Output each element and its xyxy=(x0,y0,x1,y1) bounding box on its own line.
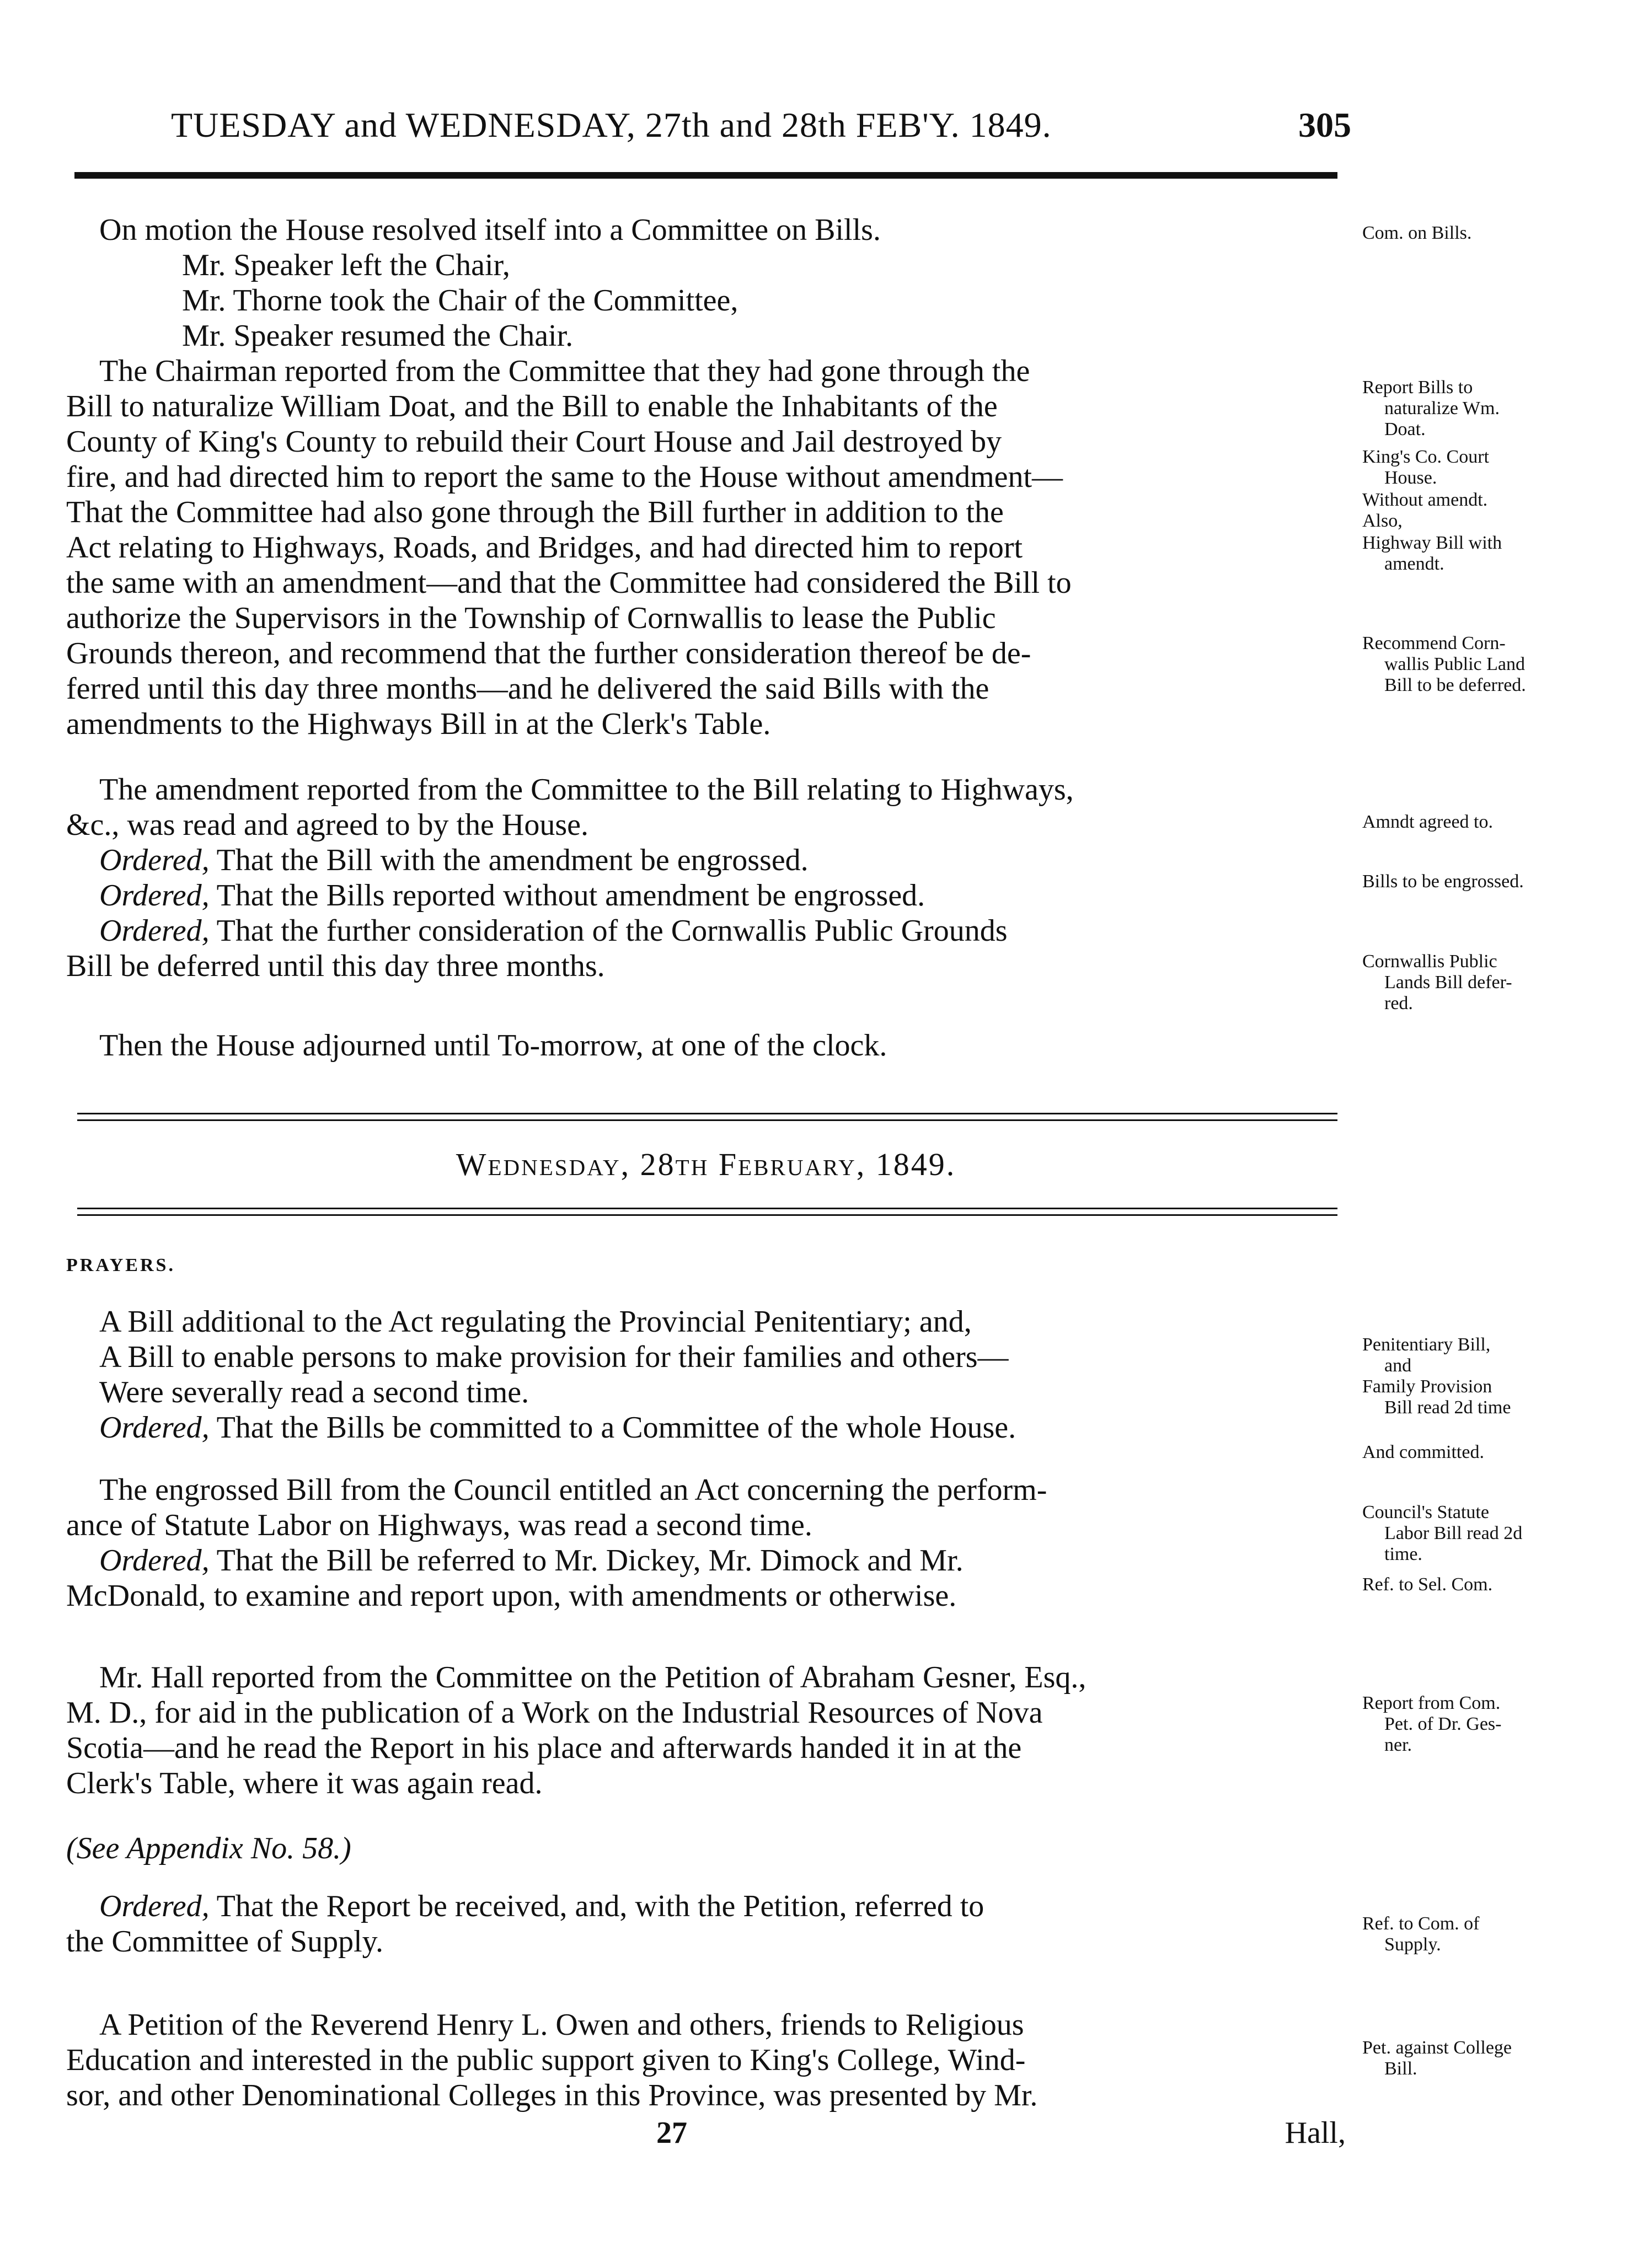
running-title: TUESDAY and WEDNESDAY, 27th and 28th FEB'Y. 1849. xyxy=(171,105,1052,144)
paragraph-owen-petition: A Petition of the Reverend Henry L. Owen and others, friends to Religious Education and interested in the public support given to King's College, Wind- sor, and other Denominational Colleges in this Province, was presented by Mr. xyxy=(66,2008,1038,2112)
paragraph-chairman-report: The Chairman reported from the Committee that they had gone through the Bill to naturalize William Doat, and the Bill to enable the Inhabitants of the County of King's County to rebuild their Court House and Jail destroyed by fire, and had directed him to report the same to the House without amendment— That the Committee had also gone through the Bill further in addition to the Act relating to Highways, Roads, and Bridges, and had directed him to report the same with an amendment—and that the Committee had considered the Bill to authorize the Supervisors in the Township of Cornwallis to lease the Public Grounds thereon, and recommend that the further consideration thereof be de- ferred until this day three months—and he delivered the said Bills with the amendments to the Highways Bill in at the Clerk's Table. xyxy=(66,354,1072,741)
margin-note: Report from Com. Pet. of Dr. Ges- ner. xyxy=(1362,1693,1502,1755)
paragraph-statute-labor: The engrossed Bill from the Council entitled an Act concerning the perform- ance of Statute Labor on Highways, was read a second time. Ordered, That the Bill be referred to Mr. Dickey, Mr. Dimock and Mr. McDonald, to examine and report upon, with amendments or otherwise. xyxy=(66,1473,1047,1613)
paragraph-penitentiary-bill: A Bill additional to the Act regulating the Provincial Penitentiary; and, A Bill to enable persons to make provision for their families and others— Were severally read a second time. Ordered, That the Bills be committed to a Committee of the whole House. xyxy=(99,1305,1016,1445)
catchword: Hall, xyxy=(1285,2116,1346,2150)
margin-note: Ref. to Sel. Com. xyxy=(1362,1574,1493,1595)
margin-note: Ref. to Com. of Supply. xyxy=(1362,1913,1480,1955)
prayers-label: PRAYERS. xyxy=(66,1255,175,1275)
margin-note: Without amendt. Also, xyxy=(1362,490,1488,531)
margin-note: Com. on Bills. xyxy=(1362,223,1472,243)
page-number: 305 xyxy=(1298,105,1351,144)
margin-note: Penitentiary Bill, and Family Provision Bill read 2d time xyxy=(1362,1334,1511,1418)
margin-note: Recommend Corn- wallis Public Land Bill to be deferred. xyxy=(1362,633,1526,695)
margin-note: Pet. against College Bill. xyxy=(1362,2038,1512,2079)
paragraph-committee-motion: On motion the House resolved itself into a Committee on Bills. Mr. Speaker left the Chair, Mr. Thorne took the Chair of the Committee, Mr. Speaker resumed the Chair. xyxy=(99,213,881,353)
paragraph-amendment-agreed: The amendment reported from the Committee to the Bill relating to Highways, &c., was read and agreed to by the House. Ordered, That the Bill with the amendment be engrossed. Ordered, That the Bills reported without amendment be engrossed. Ordered, That the further consideration of the Cornwallis Public Grounds Bill be deferred until this day three months. xyxy=(66,773,1074,983)
appendix-reference: (See Appendix No. 58.) xyxy=(66,1831,351,1865)
paragraph-report-received: Ordered, That the Report be received, and, with the Petition, referred to the Committee of Supply. xyxy=(66,1889,984,1959)
paragraph-adjourned: Then the House adjourned until To-morrow, at one of the clock. xyxy=(99,1028,887,1063)
margin-notes xyxy=(1362,0,1605,2268)
margin-note: Report Bills to naturalize Wm. Doat. xyxy=(1362,377,1500,439)
margin-note: King's Co. Court House. xyxy=(1362,447,1489,488)
margin-note: Cornwallis Public Lands Bill defer- red. xyxy=(1362,951,1512,1014)
signature-mark: 27 xyxy=(656,2116,687,2150)
date-heading: Wednesday, 28th February, 1849. xyxy=(456,1146,956,1182)
main-text-2 xyxy=(66,0,1346,2268)
margin-note: Bills to be engrossed. xyxy=(1362,871,1524,892)
paragraph-gesner-report: Mr. Hall reported from the Committee on the Petition of Abraham Gesner, Esq., M. D., for aid in the publication of a Work on the Industrial Resources of Nova Scotia—and he read the Report in his place and afterwards handed it in at the Clerk's Table, where it was again read. xyxy=(66,1660,1087,1800)
margin-note: And committed. xyxy=(1362,1442,1484,1462)
margin-note: Highway Bill with amendt. xyxy=(1362,533,1502,574)
margin-note: Amndt agreed to. xyxy=(1362,812,1493,832)
margin-note: Council's Statute Labor Bill read 2d time. xyxy=(1362,1502,1523,1564)
